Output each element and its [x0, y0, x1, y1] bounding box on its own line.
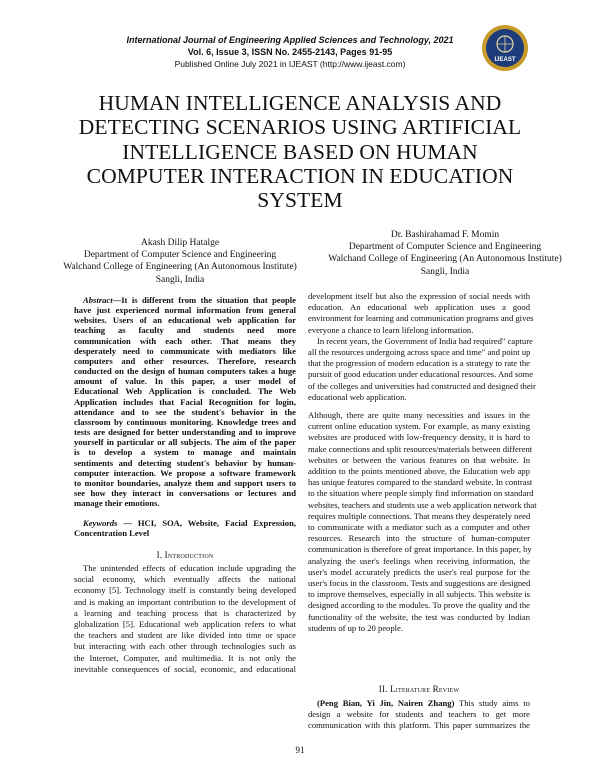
abstract-line: Application includes that Facial Recognition for login,	[74, 396, 296, 407]
abstract-line: conducted on the design of human computers takes a huge	[74, 366, 296, 377]
abstract-line: classroom by continuous monitoring. Knowledge trees and	[74, 416, 296, 427]
body-line: websites, teachers and students use a web application network that	[308, 499, 537, 510]
body-line: make connections and split resources/materials between different	[308, 443, 533, 454]
body-line: (Peng Bian, Yi Jin, Nairen Zhang) This study aims to	[317, 698, 530, 708]
keywords	[74, 518, 296, 538]
author-city: Sangli, India	[420, 266, 470, 277]
abstract-line: teaching as faculty and students need more	[74, 325, 296, 336]
section-heading-introduction: I. Introduction	[156, 550, 214, 560]
body-line: all the resources undergoing across space and time" and point up	[308, 347, 531, 358]
body-line: has unique features compared to the standard website. In contrast	[308, 477, 533, 488]
body-line: websites or between the various features on that website. In	[308, 454, 530, 465]
body-line: the teachers and student are like divided into time or space	[74, 630, 296, 641]
body-line: pursuit of good education under educational resources. And some	[308, 369, 534, 380]
body-line: social economy, which eventually affects the national	[74, 574, 296, 585]
body-line: environment for learning and communication programs and gives	[308, 313, 534, 324]
abstract-line: yourself in particular or all subjects. The aim of the paper	[74, 437, 296, 448]
paper-title	[40, 91, 560, 212]
keywords-line: Concentration Level	[74, 528, 150, 539]
body-line: education. An educational web application uses a good	[308, 302, 530, 313]
title-line: COMPUTER INTERACTION IN EDUCATION	[86, 163, 514, 188]
journal-published: Published Online July 2021 in IJEAST (http://www.ijeast.com)	[174, 59, 406, 69]
abstract-line: to monitor boundaries, analyze them and support users to	[74, 477, 296, 488]
title-line: SYSTEM	[257, 188, 343, 213]
journal-name: International Journal of Engineering Applied Sciences and Technology, 2021	[126, 35, 454, 45]
literature-review	[308, 698, 530, 732]
author-city: Sangli, India	[155, 274, 205, 285]
body-line: inevitable consequences of social, economic, and educational	[74, 663, 296, 674]
body-line: and is making an important contribution to the development of	[74, 596, 296, 607]
body-line: communication with this platform. This paper summarizes the	[308, 720, 530, 731]
abstract-label: Abstract	[83, 295, 113, 305]
body-line: addition to the points mentioned above, the Education web app	[308, 466, 530, 477]
body-line: that the progression of modern education is a strategy to rate the	[308, 358, 530, 369]
abstract-line: amount of value. In this paper, a user model of	[74, 376, 296, 387]
logo-text: IJEAST	[494, 57, 516, 63]
title-line: DETECTING SCENARIOS USING ARTIFICIAL	[78, 115, 522, 140]
abstract	[74, 295, 296, 508]
author-department: Department of Computer Science and Engineering	[83, 250, 277, 261]
body-line: websites are produced with low-frequency density, it is hard to	[308, 432, 530, 443]
abstract-line: see how they interact in conversations or lectures and	[74, 487, 296, 498]
body-line: development itself but also the expression of social needs with	[308, 291, 530, 301]
section-heading-literature-review: II. Literature Review	[378, 684, 460, 694]
title-line: HUMAN INTELLIGENCE ANALYSIS AND	[98, 91, 502, 115]
body-line: resources. Research into the structure of human-computer	[308, 533, 530, 544]
cited-authors: (Peng Bian, Yi Jin, Nairen Zhang)	[317, 698, 455, 708]
abstract-line: Abstract—It is different from the situation that people	[83, 295, 296, 305]
abstract-line: computers and other resources. Therefore, research	[74, 355, 296, 366]
author-block-2	[290, 229, 600, 278]
body-line: economy [5]. Technology itself is constantly being developed	[74, 585, 296, 596]
body-line: requires multiple connections. That means they desperately need	[308, 510, 531, 521]
body-line: Although, there are quite many necessities and issues in the	[308, 410, 530, 421]
body-line: to improve themselves, especially in all subjects. This website is	[308, 589, 530, 600]
journal-logo-icon	[481, 24, 529, 72]
keywords-line: Keywords — HCI, SOA, Website, Facial Expression,	[83, 518, 296, 528]
body-line: of the colleges and universities had constructed and designed their	[308, 380, 536, 391]
abstract-line: tests are designed for better understanding and to improve	[74, 427, 296, 438]
body-line: The unintended effects of education include upgrading the	[83, 563, 296, 573]
body-line: globalization [5]. Educational web application refers to what	[74, 619, 296, 630]
abstract-line: manage their emotions.	[74, 498, 160, 509]
body-line: to communicate with a mediator such as a computer and other	[308, 522, 530, 533]
abstract-line: desperately need to communicate with mediators like	[74, 345, 296, 356]
body-line: the Internet, Computer, and multimedia. It is not only the	[74, 652, 296, 663]
author-department: Department of Computer Science and Engineering	[348, 242, 542, 253]
keywords-label: Keywords	[83, 518, 118, 528]
body-line: user's model accurately predicts the user's real purpose for the	[308, 566, 530, 577]
body-line: students of up to 20 people.	[308, 622, 403, 633]
body-line: design a website for students and teachers to get more	[308, 709, 530, 720]
body-line: but interacting with each other through technologies such as	[74, 641, 296, 652]
page-number: 91	[295, 745, 305, 755]
body-line: designed according to the modules. To prove the quality and the	[308, 600, 530, 611]
body-line: communication is therefore of great importance. In this paper, by	[308, 544, 532, 555]
author-college: Walchand College of Engineering (An Autonomous Institute)	[328, 254, 562, 265]
abstract-line: have just experienced normal information from general	[74, 305, 296, 316]
author-block-1	[40, 237, 320, 286]
abstract-line: communication with each other. That means they	[74, 335, 296, 346]
body-line: functionality of the website, the test was conducted by Indian	[308, 611, 530, 622]
author-college: Walchand College of Engineering (An Autonomous Institute)	[63, 262, 297, 273]
abstract-line: Educational Web Application is concluded. The Web	[74, 386, 296, 397]
body-line: current online education system. For example, as many existing	[308, 421, 530, 432]
introduction	[74, 563, 296, 675]
abstract-line: attendance and to see the student's behavior in the	[74, 406, 296, 417]
body-line: educational web application.	[308, 391, 407, 402]
right-column	[308, 291, 537, 634]
body-line: analyzing the user's feelings when receiving information, the	[308, 555, 530, 566]
abstract-line: websites. Users of an educational web application for	[74, 315, 296, 326]
abstract-line: computer interaction. We propose a software framework	[74, 467, 296, 478]
body-line: a learning and teaching process that is characterized by	[74, 607, 296, 618]
author-name: Akash Dilip Hatalge	[140, 238, 220, 248]
abstract-line: sentiments and detecting student's behavior by human-	[74, 457, 296, 468]
title-line: INTELLIGENCE BASED ON HUMAN	[122, 139, 478, 164]
body-line: to the situation where people simply find information on standard	[308, 488, 534, 499]
body-line: user's focus in the classroom. Tests and suggestions are designed	[308, 578, 531, 589]
body-line: everyone a chance to learn lifelong information.	[308, 324, 474, 335]
body-line: In recent years, the Government of India had required" capture	[317, 335, 533, 346]
journal-volume: Vol. 6, Issue 3, ISSN No. 2455-2143, Pages 91-95	[187, 47, 393, 57]
abstract-line: is to develop a system to manage and maintain	[74, 447, 296, 458]
author-name: Dr. Bashirahamad F. Momin	[390, 230, 500, 240]
